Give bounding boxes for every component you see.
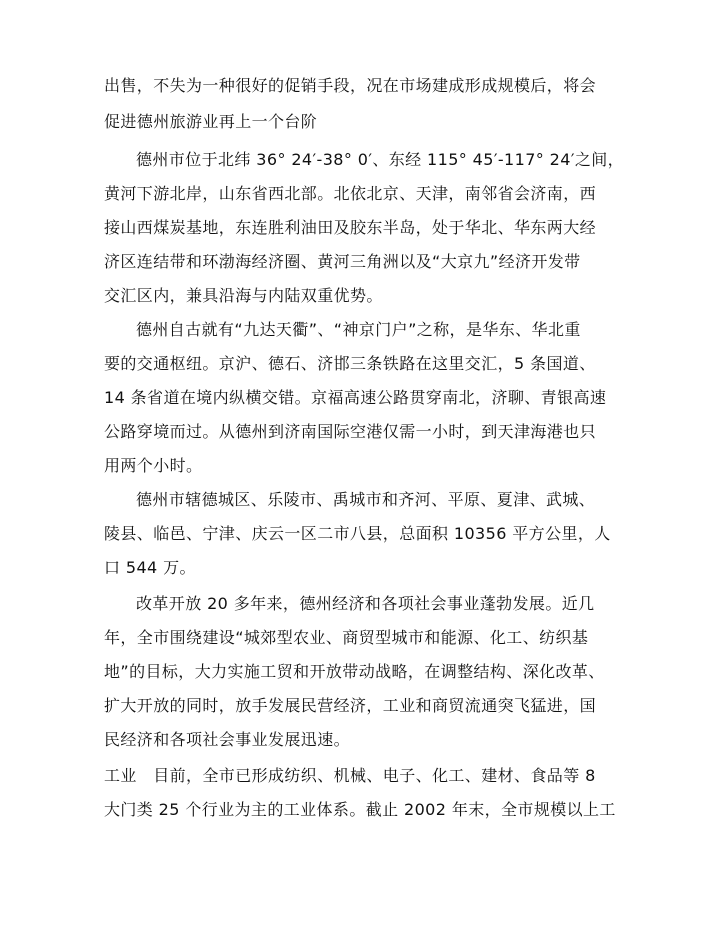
- text-line: 口 544 万。: [104, 558, 196, 577]
- text-line: 地”的目标，大力实施工贸和开放带动战略，在调整结构、深化改革、: [104, 662, 605, 681]
- text-line: 民经济和各项社会事业发展迅速。: [104, 730, 351, 749]
- text-line: 公路穿境而过。从德州到济南国际空港仅需一小时，到天津海港也只: [104, 422, 597, 441]
- text-line: 工业 目前，全市已形成纺织、机械、电子、化工、建材、食品等 8: [104, 766, 596, 785]
- text-line: 德州市辖德城区、乐陵市、禹城市和齐河、平原、夏津、武城、: [136, 490, 596, 509]
- text-line: 用两个小时。: [104, 456, 203, 475]
- text-line: 改革开放 20 多年来，德州经济和各项社会事业蓬勃发展。近几: [136, 594, 595, 613]
- text-line: 接山西煤炭基地，东连胜利油田及胶东半岛，处于华北、华东两大经: [104, 218, 597, 237]
- text-line: 14 条省道在境内纵横交错。京福高速公路贯穿南北，济聊、青银高速: [104, 388, 607, 407]
- text-line: 陵县、临邑、宁津、庆云一区二市八县，总面积 10356 平方公里，人: [104, 524, 611, 543]
- text-line: 要的交通枢纽。京沪、德石、济邯三条铁路在这里交汇，5 条国道、: [104, 354, 596, 373]
- text-line: 大门类 25 个行业为主的工业体系。截止 2002 年末，全市规模以上工: [104, 800, 616, 819]
- text-line: 交汇区内，兼具沿海与内陆双重优势。: [104, 286, 383, 305]
- text-line: 黄河下游北岸，山东省西北部。北依北京、天津，南邻省会济南，西: [104, 184, 597, 203]
- text-line: 年，全市围绕建设“城郊型农业、商贸型城市和能源、化工、纺织基: [104, 628, 589, 647]
- text-line: 济区连结带和环渤海经济圈、黄河三角洲以及“大京九”经济开发带: [104, 252, 581, 271]
- text-line: 德州自古就有“九达天衢”、“神京门户”之称，是华东、华北重: [136, 320, 581, 339]
- text-line: 促进德州旅游业再上一个台阶: [104, 112, 318, 131]
- text-line: 出售，不失为一种很好的促销手段，况在市场建成形成规模后，将会: [104, 76, 597, 95]
- text-line: 德州市位于北纬 36° 24′-38° 0′、东经 115° 45′-117° 24′之间，: [136, 150, 625, 169]
- text-line: 扩大开放的同时，放手发展民营经济，工业和商贸流通突飞猛进，国: [104, 696, 597, 715]
